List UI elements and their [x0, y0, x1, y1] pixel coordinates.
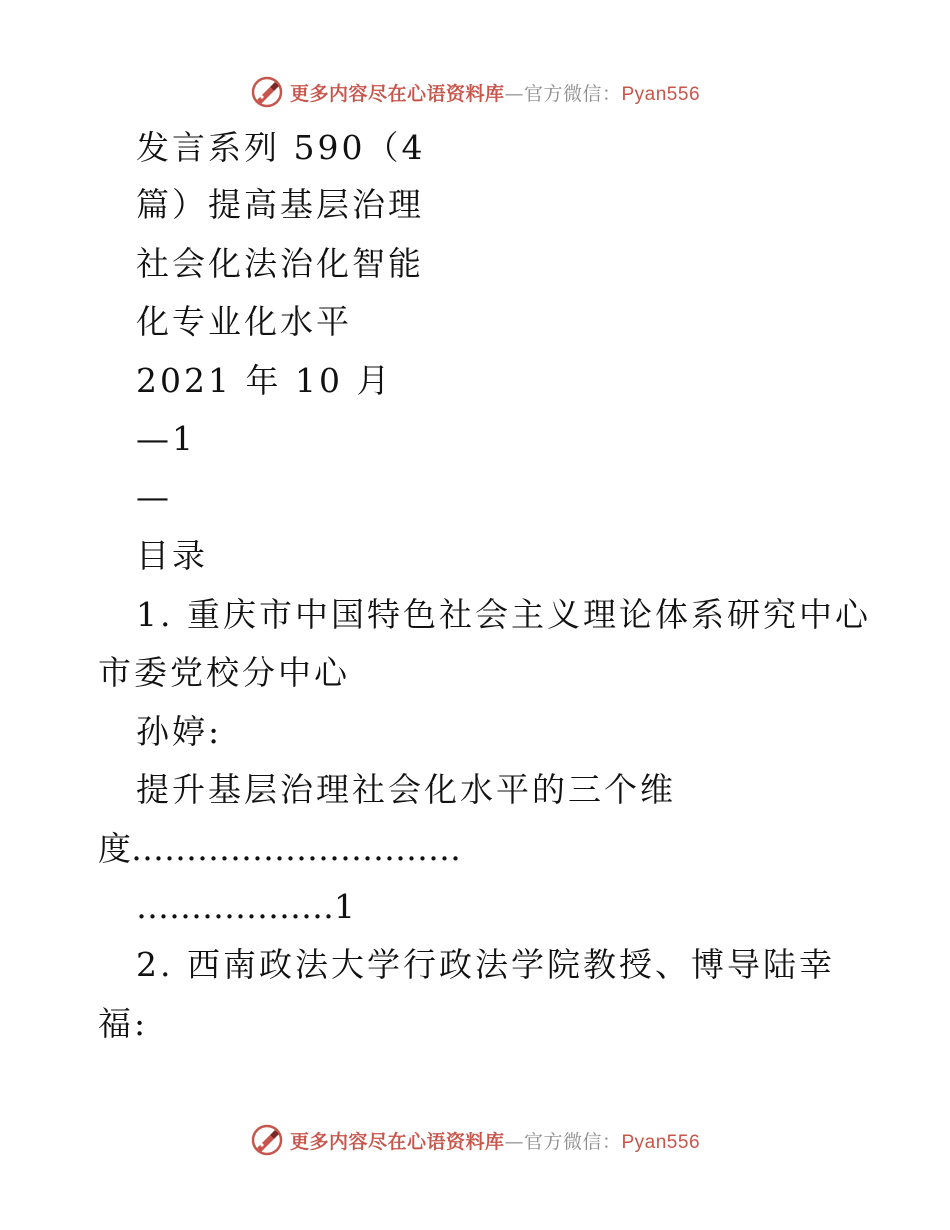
banner-title: 更多内容尽在心语资料库	[289, 82, 505, 105]
toc-heading: 目录	[136, 536, 208, 575]
toc-item-1-author: 孙婷:	[136, 712, 223, 751]
doc-title-line-3: 社会化法治化智能	[136, 244, 424, 283]
banner-text	[290, 1127, 700, 1154]
doc-title-line-2: 篇）提高基层治理	[136, 185, 424, 224]
banner-title: 更多内容尽在心语资料库	[289, 1130, 505, 1153]
page-marker-line-1: —1	[136, 419, 196, 458]
banner-wechat-handle: Pyan556	[621, 1131, 701, 1153]
header-banner	[0, 72, 950, 112]
toc-item-1-dots-1: 度…………………………	[98, 829, 461, 868]
page-marker-line-2: —	[136, 477, 172, 516]
banner-wechat-handle: Pyan556	[621, 83, 701, 105]
doc-title-line-1: 发言系列 590（4	[136, 128, 426, 167]
pen-logo-icon	[250, 1123, 284, 1157]
banner-dash: —	[504, 82, 524, 105]
toc-item-1-line-1: 1. 重庆市中国特色社会主义理论体系研究中心	[136, 595, 871, 634]
toc-item-2-line-1: 2. 西南政法大学行政法学院教授、博导陆幸	[136, 945, 835, 984]
doc-title-line-4: 化专业化水平	[136, 302, 352, 341]
doc-date: 2021 年 10 月	[136, 361, 393, 400]
toc-item-2-line-2: 福:	[98, 1004, 149, 1043]
pen-logo-icon	[250, 75, 284, 109]
toc-item-1-dots-2: ………………1	[136, 887, 355, 926]
toc-item-1-line-2: 市委党校分中心	[98, 653, 350, 692]
banner-dash: —	[504, 1130, 524, 1153]
banner-text	[290, 79, 700, 106]
banner-wechat-label: 官方微信：	[523, 1130, 622, 1153]
banner-wechat-label: 官方微信：	[523, 82, 622, 105]
footer-banner	[0, 1120, 950, 1160]
toc-item-1-title: 提升基层治理社会化水平的三个维	[136, 770, 676, 809]
